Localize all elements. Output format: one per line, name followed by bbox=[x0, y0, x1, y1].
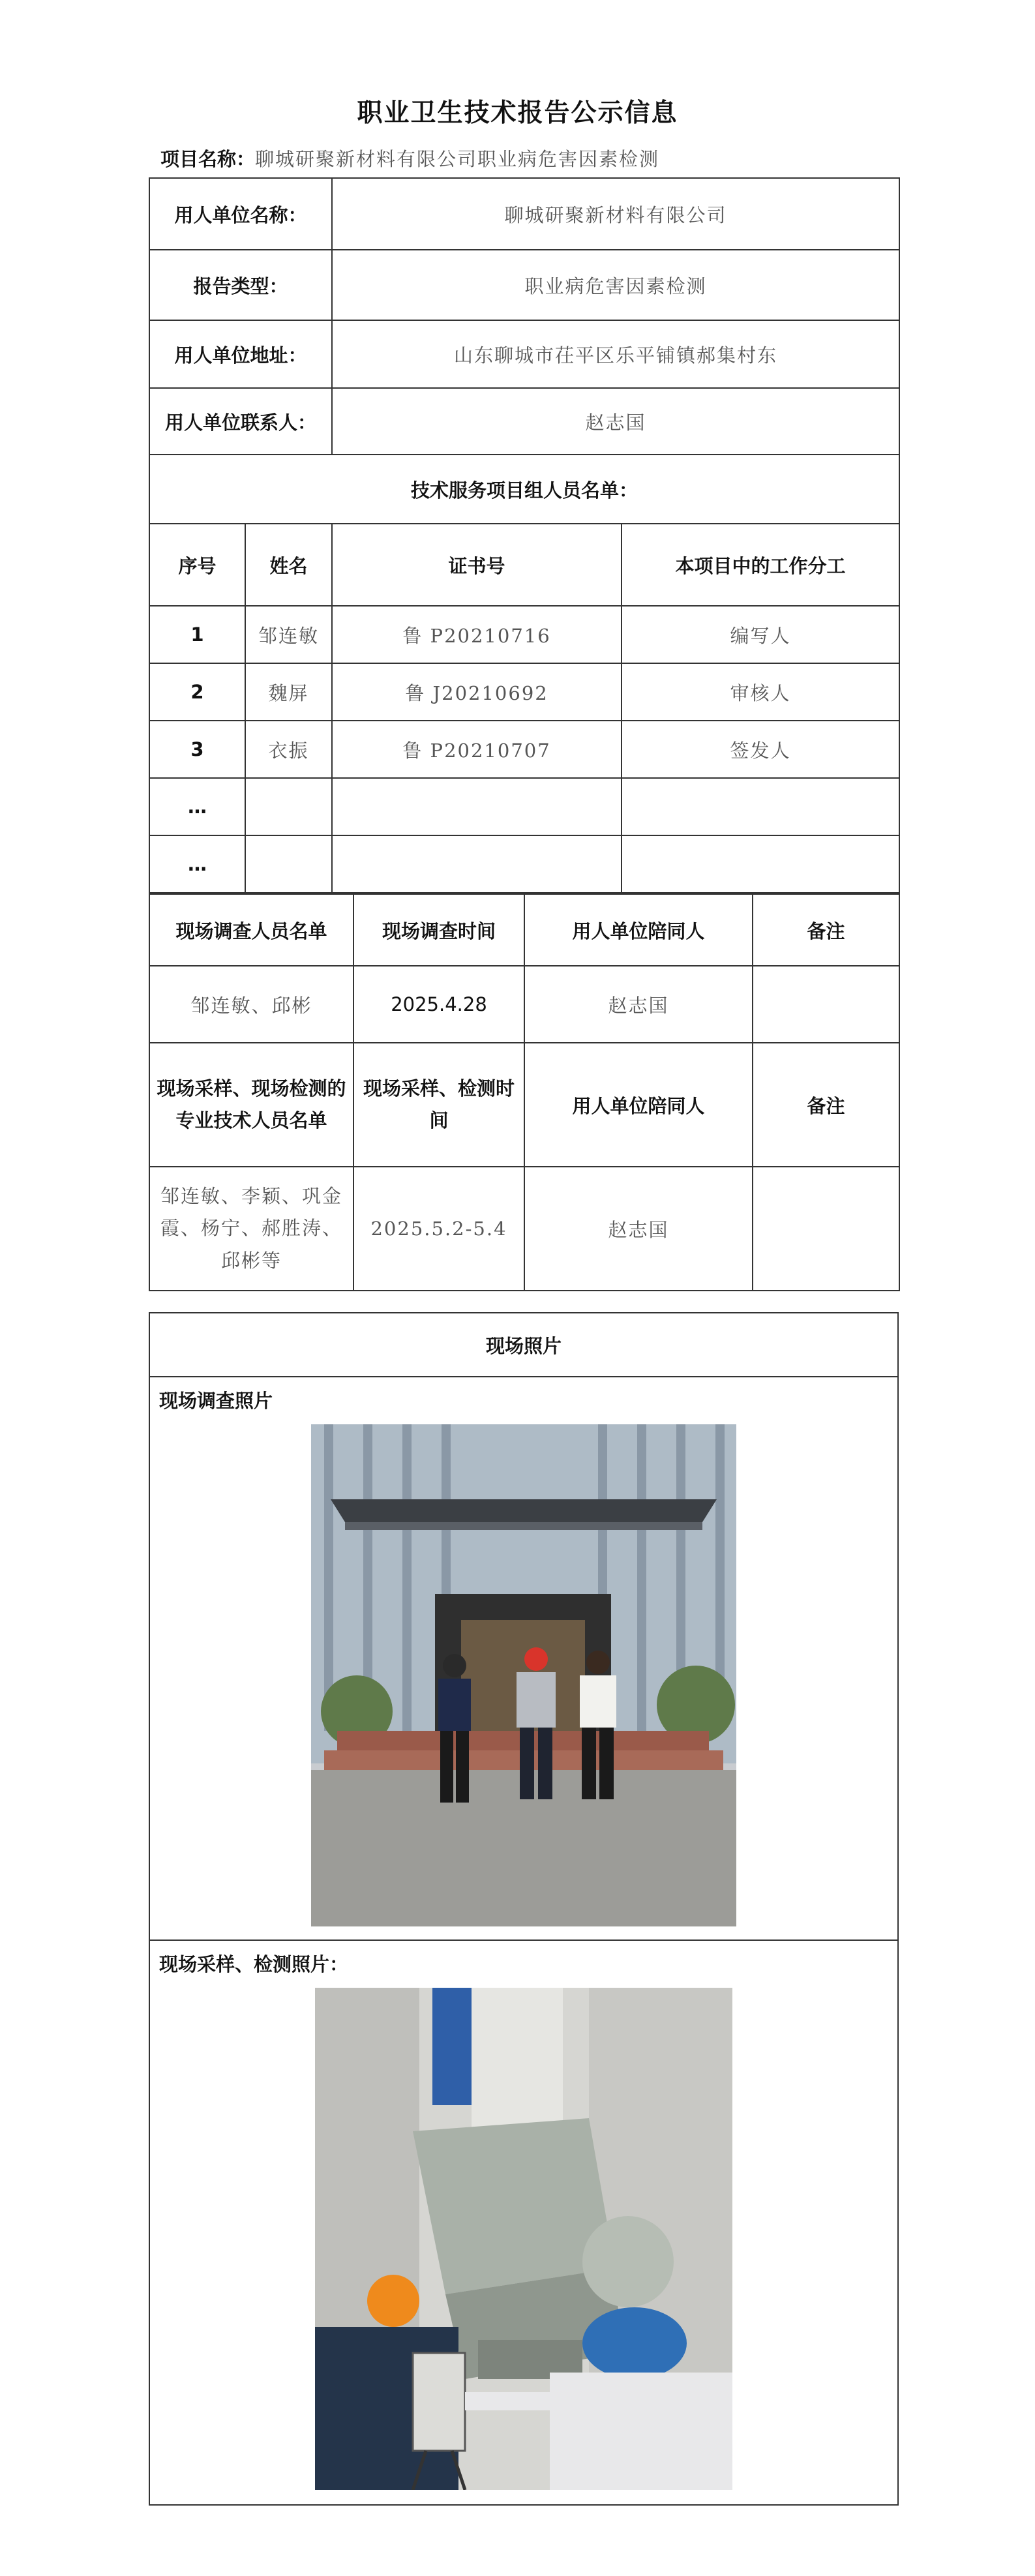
survey-time: 2025.4.28 bbox=[353, 966, 524, 1043]
sampling-col-staff: 现场采样、现场检测的专业技术人员名单 bbox=[149, 1043, 353, 1167]
team-row-name: 衣振 bbox=[245, 721, 332, 778]
table-row bbox=[149, 966, 899, 1043]
employer-name-value: 聊城研聚新材料有限公司 bbox=[332, 178, 899, 250]
team-row-no: 2 bbox=[149, 663, 245, 721]
survey-col-escort: 用人单位陪同人 bbox=[524, 894, 753, 966]
table-row bbox=[149, 663, 899, 721]
team-row-cert: 鲁 J20210692 bbox=[332, 663, 622, 721]
team-row-role: 审核人 bbox=[622, 663, 899, 721]
team-row-cert: 鲁 P20210716 bbox=[332, 606, 622, 663]
sampling-photo bbox=[315, 1988, 732, 2490]
employer-address-label: 用人单位地址： bbox=[149, 320, 332, 388]
team-row-name bbox=[245, 835, 332, 893]
sampling-escort: 赵志国 bbox=[524, 1167, 753, 1291]
sampling-col-escort: 用人单位陪同人 bbox=[524, 1043, 753, 1167]
survey-staff: 邹连敏、邱彬 bbox=[149, 966, 353, 1043]
photos-table bbox=[149, 1312, 899, 2506]
survey-col-note: 备注 bbox=[753, 894, 899, 966]
team-row-cert: 鲁 P20210707 bbox=[332, 721, 622, 778]
report-type-value: 职业病危害因素检测 bbox=[332, 250, 899, 320]
team-row-no: … bbox=[149, 835, 245, 893]
sampling-time: 2025.5.2-5.4 bbox=[353, 1167, 524, 1291]
team-col-cert: 证书号 bbox=[332, 524, 622, 606]
team-col-name: 姓名 bbox=[245, 524, 332, 606]
team-row-role bbox=[622, 835, 899, 893]
survey-note bbox=[753, 966, 899, 1043]
sampling-photo-label: 现场采样、检测照片： bbox=[159, 1953, 349, 1975]
team-col-no: 序号 bbox=[149, 524, 245, 606]
team-row-role: 签发人 bbox=[622, 721, 899, 778]
team-col-role: 本项目中的工作分工 bbox=[622, 524, 899, 606]
table-row bbox=[149, 835, 899, 893]
team-row-no: 3 bbox=[149, 721, 245, 778]
team-row-no: … bbox=[149, 778, 245, 835]
team-row-role: 编写人 bbox=[622, 606, 899, 663]
employer-address-value: 山东聊城市茌平区乐平铺镇郝集村东 bbox=[332, 320, 899, 388]
project-name-label: 项目名称： bbox=[160, 148, 256, 170]
team-heading: 技术服务项目组人员名单： bbox=[149, 455, 899, 524]
table-row bbox=[149, 1167, 899, 1291]
employer-contact-value: 赵志国 bbox=[332, 388, 899, 455]
employer-contact-label: 用人单位联系人： bbox=[149, 388, 332, 455]
team-row-name: 魏屏 bbox=[245, 663, 332, 721]
report-type-label: 报告类型： bbox=[149, 250, 332, 320]
info-table bbox=[149, 177, 900, 893]
sampling-note bbox=[753, 1167, 899, 1291]
survey-escort: 赵志国 bbox=[524, 966, 753, 1043]
survey-photo bbox=[311, 1424, 736, 1926]
team-row-name: 邹连敏 bbox=[245, 606, 332, 663]
team-row-no: 1 bbox=[149, 606, 245, 663]
table-row bbox=[149, 778, 899, 835]
sampling-photo-cell bbox=[149, 1940, 898, 2505]
survey-col-staff: 现场调查人员名单 bbox=[149, 894, 353, 966]
team-row-cert bbox=[332, 835, 622, 893]
team-row-cert bbox=[332, 778, 622, 835]
team-row-role bbox=[622, 778, 899, 835]
survey-photo-label: 现场调查照片 bbox=[159, 1390, 273, 1412]
table-row bbox=[149, 606, 899, 663]
sampling-col-note: 备注 bbox=[753, 1043, 899, 1167]
photos-heading: 现场照片 bbox=[149, 1313, 898, 1377]
survey-photo-cell bbox=[149, 1377, 898, 1940]
page-title: 职业卫生技术报告公示信息 bbox=[357, 98, 678, 128]
team-row-name bbox=[245, 778, 332, 835]
project-name-line bbox=[160, 145, 659, 172]
employer-name-label: 用人单位名称： bbox=[149, 178, 332, 250]
sampling-staff: 邹连敏、李颖、巩金霞、杨宁、郝胜涛、邱彬等 bbox=[149, 1167, 353, 1291]
table-row bbox=[149, 721, 899, 778]
survey-col-time: 现场调查时间 bbox=[353, 894, 524, 966]
survey-table bbox=[149, 893, 900, 1291]
sampling-col-time: 现场采样、检测时间 bbox=[353, 1043, 524, 1167]
project-name-value: 聊城研聚新材料有限公司职业病危害因素检测 bbox=[255, 148, 660, 170]
